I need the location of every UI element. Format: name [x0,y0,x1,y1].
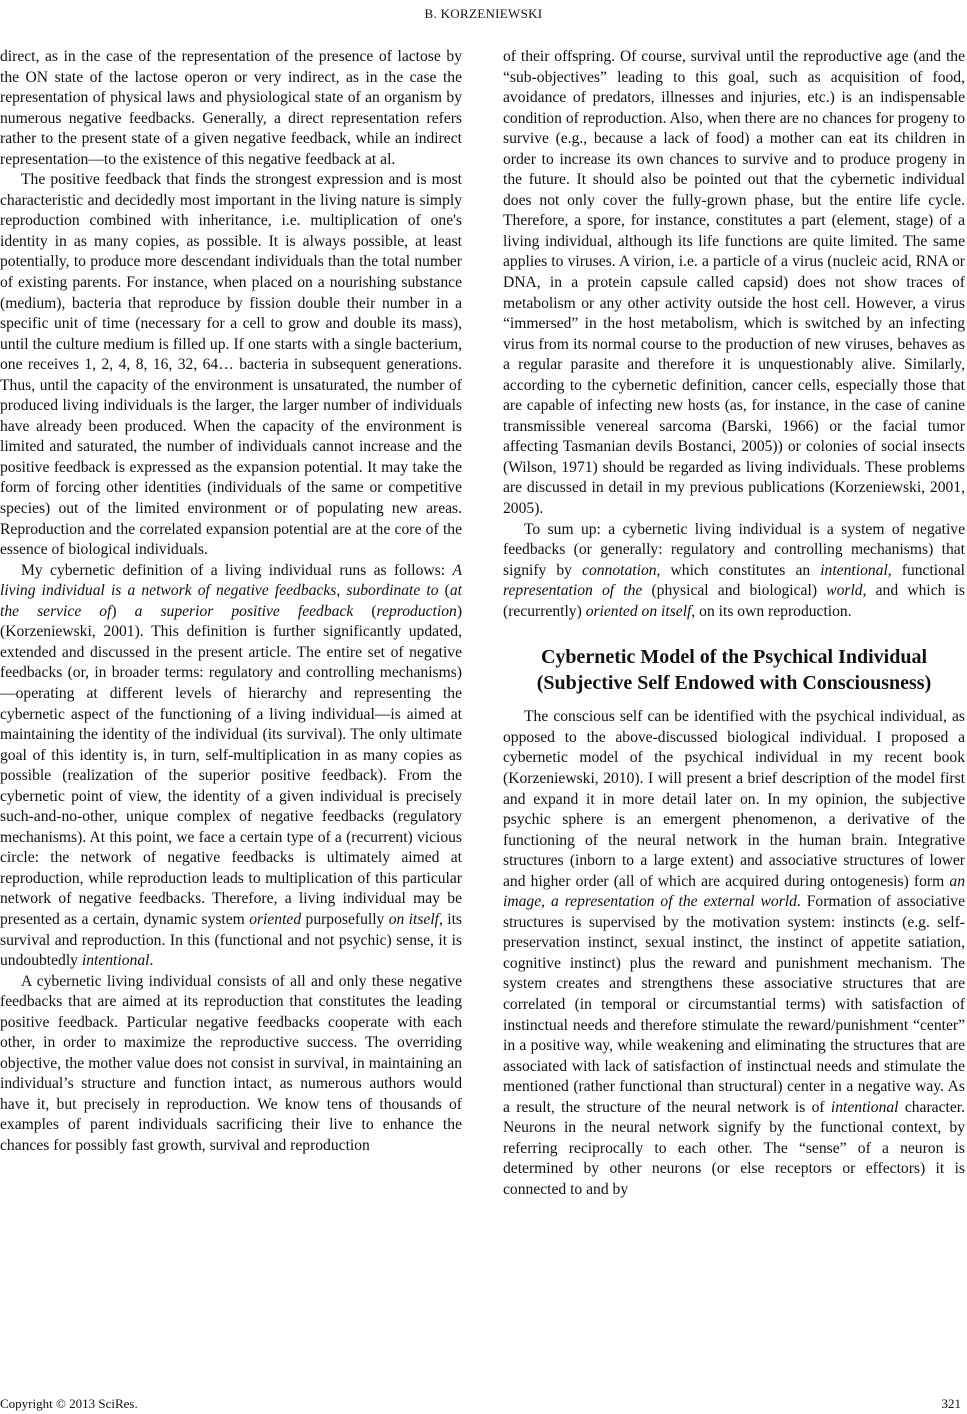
paragraph: My cybernetic definition of a living individual runs as follows: A living individual is a network of negative feedbacks, subordinate to (at the service of) a superior positive feedback (reproduction) (Korzeniewski, 2001). This definition is further significantly updated, extended and discussed in the present article. The entire set of negative feedbacks (or, in broader terms: regulatory and controlling mechanisms)—operating at different levels of hierarchy and representing the cybernetic aspect of the functioning of a living individual—is aimed at maintaining the identity of the individual (its survival). The only ultimate goal of this identity is, in turn, self-multiplication in as many copies as possible (realization of the superior positive feedback). From the cybernetic point of view, the identity of a given individual is precisely such-and-no-other, unique complex of negative feedbacks (regulatory mechanisms). At this point, we face a certain type of a (recurrent) vicious circle: the network of negative feedbacks is ultimately aimed at reproduction, while reproduction leads to multiplication of this particular network of negative feedbacks. Therefore, a living individual may be presented as a certain, dynamic system oriented purposefully on itself, its survival and reproduction. In this (functional and not psychic) sense, it is undoubtedly intentional. [0,561,463,970]
paragraph: direct, as in the case of the representation of the presence of lactose by the ON state of the lactose operon or very indirect, as in the case the representation of physical laws and physiological state of an organism by numerous negative feedbacks. Generally, a direct representation refers rather to the present state of a given negative feedback, while an indirect representation—to the existence of this negative feedback at al. [0,48,462,168]
running-head: B. KORZENIEWSKI [424,6,543,21]
left-column [0,47,462,1157]
page-number: 321 [941,1396,961,1411]
paragraph: The conscious self can be identified with the psychical individual, as opposed to the above-discussed biological individual. I proposed a cybernetic model of the psychical individual in my recent book (Korzeniewski, 2010). I will present a brief description of the model first and expand it in more detail later on. In my opinion, the subjective psychic sphere is an emergent phenomenon, a derivative of the functioning of the neural network in the human brain. Integrative structures (inborn to a large extent) and associative structures of lower and higher order (all of which are acquired during ontogenesis) form an image, a representation of the external world. Formation of associative structures is supervised by the motivation system: instincts (e.g. self-preservation instinct, sexual instinct, the instinct of appetite satiation, cognitive instinct) plus the reward and punishment mechanism. The system creates and strengthens these associative structures that are correlated (in temporal or circumstantial terms) with satisfaction of instinctual needs and therefore stimulate the reward/punishment “center” in a positive way, while weakening and eliminating the structures that are associated with lack of satisfaction of instinctual needs and stimulate the mentioned (rather functional than structural) center in a negative way. As a result, the structure of the neural network is of intentional character. Neurons in the neural network signify by the functional context, by referring reciprocally to each other. The “sense” of a neuron is determined by other neurons (or else receptors or effectors) it is connected to and by [503,708,966,1198]
paragraph: of their offspring. Of course, survival until the reproductive age (and the “sub-objectives” leading to this goal, such as acquisition of food, avoidance of predators, illnesses and injuries, etc.) is an indispensable condition of reproduction. Also, when there are no chances for progeny to survive (e.g., because a lack of food) a mother can eat its children in order to increase its own chances to survive and to produce progeny in the future. It should also be pointed out that the cybernetic individual does not only cover the fully-grown phase, but the entire life cycle. Therefore, a spore, for instance, constitutes a part (element, stage) of a living individual, although its life functions are quite limited. The same applies to viruses. A virion, i.e. a particle of a virus (nucleic acid, RNA or DNA, in a protein capsule called capsid) does not show traces of metabolism or any other activity outside the host cell. However, a virus “immersed” in the host metabolism, which is switched by an infecting virus from its normal course to the production of new viruses, behaves as a regular parasite and therefore it is unquestionably alive. Similarly, according to the cybernetic definition, cancer cells, especially those that are capable of infecting new hosts (as, for instance, in the case of canine transmissible venereal sarcoma (Barski, 1966) or the facial tumor affecting Tasmanian devils Bostanci, 2005)) or colonies of social insects (Wilson, 1971) should be regarded as living individuals. These problems are discussed in detail in my previous publications (Korzeniewski, 2001, 2005). [503,48,965,518]
right-column [503,47,965,1200]
paragraph: The positive feedback that finds the strongest expression and is most characteristic and decidedly most important in the living nature is simply reproduction combined with inheritance, i.e. multiplication of one's identity in as many copies, as possible. It is always possible, at least potentially, to produce more descendant individuals than the total number of existing parents. For instance, when placed on a nourishing substance (medium), bacteria that reproduce by fission double their number in a specific unit of time (necessary for a cell to grow and double its mass), until the culture medium is filled up. If one starts with a single bacterium, one receives 1, 2, 4, 8, 16, 32, 64… bacteria in subsequent generations. Thus, until the capacity of the environment is unsaturated, the number of produced living individuals is the larger, the larger number of individuals have already been produced. When the capacity of the environment is limited and saturated, the number of individuals cannot increase and the positive feedback is expressed as the expansion potential. It may take the form of forcing other identities (individuals of the same or competitive species) out of the limited environment or of populating new areas. Reproduction and the correlated expansion potential are at the core of the essence of biological individuals. [0,171,462,559]
section-heading-line-2: (Subjective Self Endowed with Consciousness) [536,672,932,695]
section-heading [503,644,965,696]
paragraph: A cybernetic living individual consists of all and only these negative feedbacks that are aimed at its reproduction that constitutes the leading positive feedback. Particular negative feedbacks cooperate with each other, in order to maximize the reproductive success. The overriding objective, the mother value does not consist in survival, in maintaining an individual’s structure and function intact, as numerous authors would have it, but precisely in reproduction. We know tens of thousands of examples of parent individuals sacrificing their live to enhance the chances for possibly fast growth, survival and reproduction [0,972,462,1154]
copyright-notice: Copyright © 2013 SciRes. [0,1396,138,1411]
section-heading-line-1: Cybernetic Model of the Psychical Individual [540,646,928,669]
paragraph: To sum up: a cybernetic living individual is a system of negative feedbacks (or generally: regulatory and controlling mechanisms) that signify by connotation, which constitutes an intentional, functional representation of the (physical and biological) world, and which is (recurrently) oriented on itself, on its own reproduction. [503,520,965,620]
